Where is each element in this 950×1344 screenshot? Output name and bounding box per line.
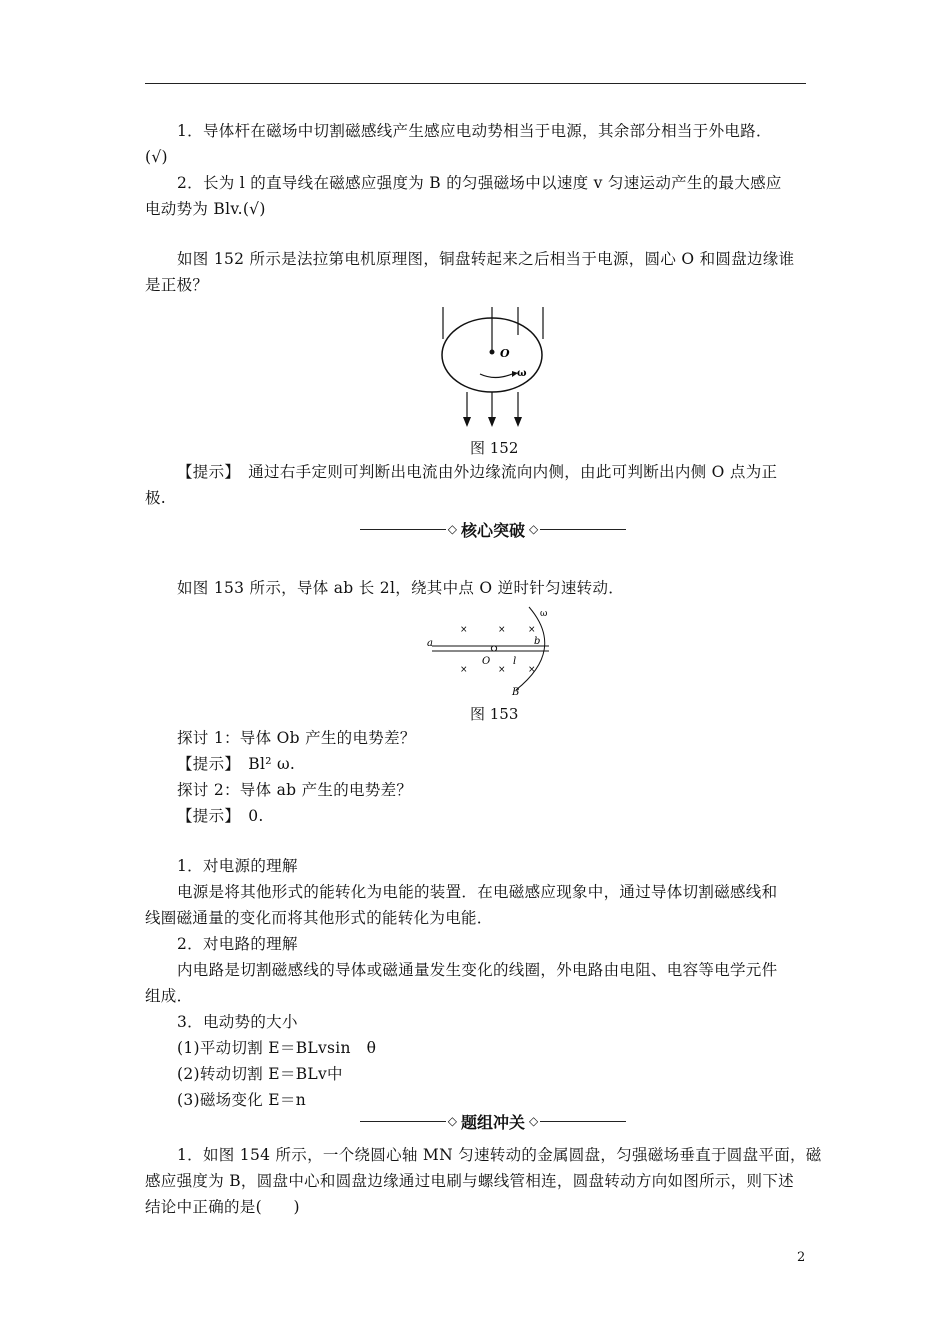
- label-omega: ω: [517, 368, 527, 379]
- discussion-1: 探讨 1：导体 Ob 产生的电势差？: [177, 729, 416, 747]
- rotating-rod-figure: [424, 602, 564, 702]
- point-1-text-1: 电源是将其他形式的能转化为电能的装置．在电磁感应现象中，通过导体切割磁感线和: [177, 883, 778, 901]
- center-dot: [490, 350, 495, 355]
- header-rule: [145, 83, 806, 84]
- svg-text:×: ×: [498, 665, 506, 675]
- formula-translation: (1)平动切割 E＝BLvsin θ: [177, 1039, 377, 1057]
- point-2-text-1: 内电路是切割磁感线的导体或磁通量发生变化的线圈，外电路由电阻、电容等电学元件: [177, 961, 778, 979]
- section-title: 核心突破: [461, 520, 526, 540]
- question-1-line-2: (√): [145, 148, 168, 166]
- question-2-line-2: 电动势为 Blv.(√): [145, 200, 266, 218]
- question-2-line-1: 2．长为 l 的直导线在磁感应强度为 B 的匀强磁场中以速度 v 匀速运动产生的最大感应: [177, 174, 782, 192]
- think-line-2: 是正极？: [145, 276, 209, 294]
- point-2-text-2: 组成．: [145, 987, 193, 1005]
- think-line-1: 如图 152 所示是法拉第电机原理图，铜盘转起来之后相当于电源，圆心 O 和圆盘边缘谁: [177, 250, 795, 268]
- problem-1-line-2: 感应强度为 B，圆盘中心和圆盘边缘通过电刷与螺线管相连，圆盘转动方向如图所示，则下述: [145, 1172, 794, 1190]
- svg-text:B: B: [512, 687, 520, 698]
- hint-line-1: 【提示】 通过右手定则可判断出电流由外边缘流向内侧，由此可判断出内侧 O 点为正: [177, 463, 778, 481]
- formula-rotation: (2)转动切割 E＝BLv中: [177, 1065, 343, 1083]
- section-heading-core: ◇ 核心突破 ◇: [360, 518, 626, 540]
- point-1-text-2: 线圈磁通量的变化而将其他形式的能转化为电能．: [145, 909, 493, 927]
- svg-text:O: O: [482, 656, 491, 667]
- point-2-heading: 2．对电路的理解: [177, 935, 298, 953]
- svg-text:×: ×: [460, 625, 468, 635]
- section-heading-practice: ◇ 题组冲关 ◇: [360, 1110, 626, 1132]
- svg-text:l: l: [513, 656, 517, 667]
- svg-text:b: b: [534, 636, 541, 647]
- figure-153-caption: 图 153: [470, 705, 519, 723]
- point-1-heading: 1．对电源的理解: [177, 857, 298, 875]
- formula-field-change: (3)磁场变化 E＝n: [177, 1091, 306, 1109]
- example-text: 如图 153 所示，导体 ab 长 2l，绕其中点 O 逆时针匀速转动．: [177, 579, 625, 597]
- svg-text:×: ×: [460, 665, 468, 675]
- point-3-heading: 3．电动势的大小: [177, 1013, 298, 1031]
- section-title: 题组冲关: [461, 1112, 526, 1132]
- problem-1-line-1: 1．如图 154 所示，一个绕圆心轴 MN 匀速转动的金属圆盘，匀强磁场垂直于圆盘平面，磁: [177, 1146, 822, 1164]
- svg-text:ω: ω: [540, 609, 548, 619]
- problem-1-line-3: 结论中正确的是( ): [145, 1198, 300, 1216]
- label-o: O: [500, 347, 510, 360]
- discussion-2: 探讨 2：导体 ab 产生的电势差？: [177, 781, 413, 799]
- svg-text:a: a: [427, 638, 433, 649]
- question-1-line-1: 1．导体杆在磁场中切割磁感线产生感应电动势相当于电源，其余部分相当于外电路．: [177, 122, 772, 140]
- hint-discussion-2: 【提示】 0.: [177, 807, 264, 825]
- hint-discussion-1: 【提示】 Bl² ω.: [177, 755, 296, 773]
- faraday-disk-figure: [430, 305, 560, 435]
- page-number: 2: [797, 1250, 806, 1265]
- hint-line-2: 极.: [145, 489, 167, 507]
- svg-text:×: ×: [528, 665, 536, 675]
- svg-text:×: ×: [528, 625, 536, 635]
- svg-text:×: ×: [498, 625, 506, 635]
- figure-152-caption: 图 152: [470, 439, 519, 457]
